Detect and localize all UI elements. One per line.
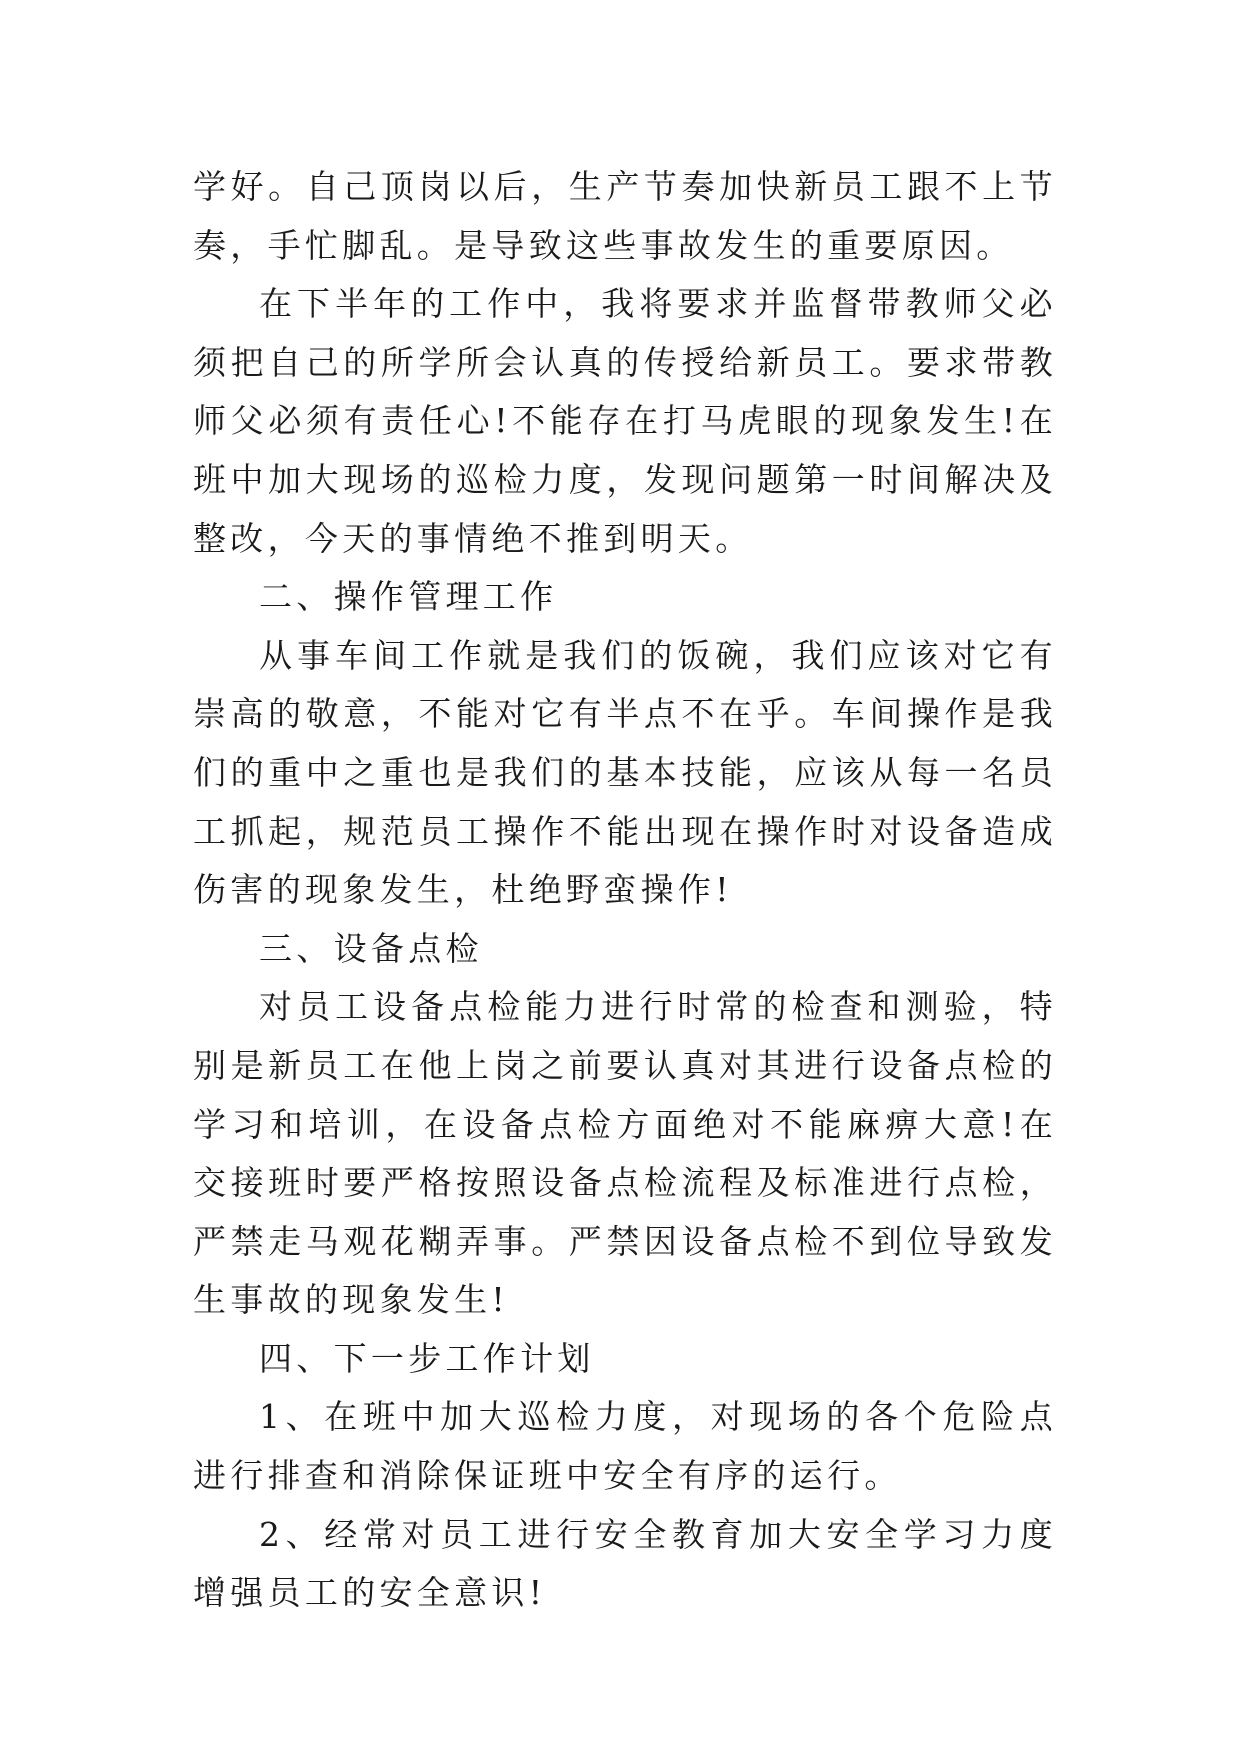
paragraph-continued: 学好。自己顶岗以后，生产节奏加快新员工跟不上节奏，手忙脚乱。是导致这些事故发生的重要原因。: [193, 167, 1057, 265]
paragraph-inspection: 对员工设备点检能力进行时常的检查和测验，特别是新员工在他上岗之前要认真对其进行设备点检的学习和培训，在设备点检方面绝对不能麻痹大意!在交接班时要严格按照设备点检流程及标准进行点检，严禁走马观花糊弄事。严禁因设备点检不到位导致发生事故的现象发生!: [193, 987, 1057, 1320]
paragraph-training-plan: 在下半年的工作中，我将要求并监督带教师父必须把自己的所学所会认真的传授给新员工。要求带教师父必须有责任心!不能存在打马虎眼的现象发生!在班中加大现场的巡检力度，发现问题第一时间解决及整改，今天的事情绝不推到明天。: [193, 284, 1057, 558]
plan-item-1: 1、在班中加大巡检力度，对现场的各个危险点进行排查和消除保证班中安全有序的运行。: [193, 1397, 1057, 1496]
section-heading-next-plan: 四、下一步工作计划: [259, 1338, 595, 1378]
section-heading-operation: 二、操作管理工作: [259, 577, 558, 617]
paragraph-operation: 从事车间工作就是我们的饭碗，我们应该对它有崇高的敬意，不能对它有半点不在乎。车间操作是我们的重中之重也是我们的基本技能，应该从每一名员工抓起，规范员工操作不能出现在操作时对设备造成伤害的现象发生，杜绝野蛮操作!: [193, 635, 1057, 910]
document-body: [193, 158, 1057, 1623]
section-heading-inspection: 三、设备点检: [259, 928, 483, 968]
plan-item-2: 2、经常对员工进行安全教育加大安全学习力度增强员工的安全意识!: [193, 1514, 1057, 1613]
